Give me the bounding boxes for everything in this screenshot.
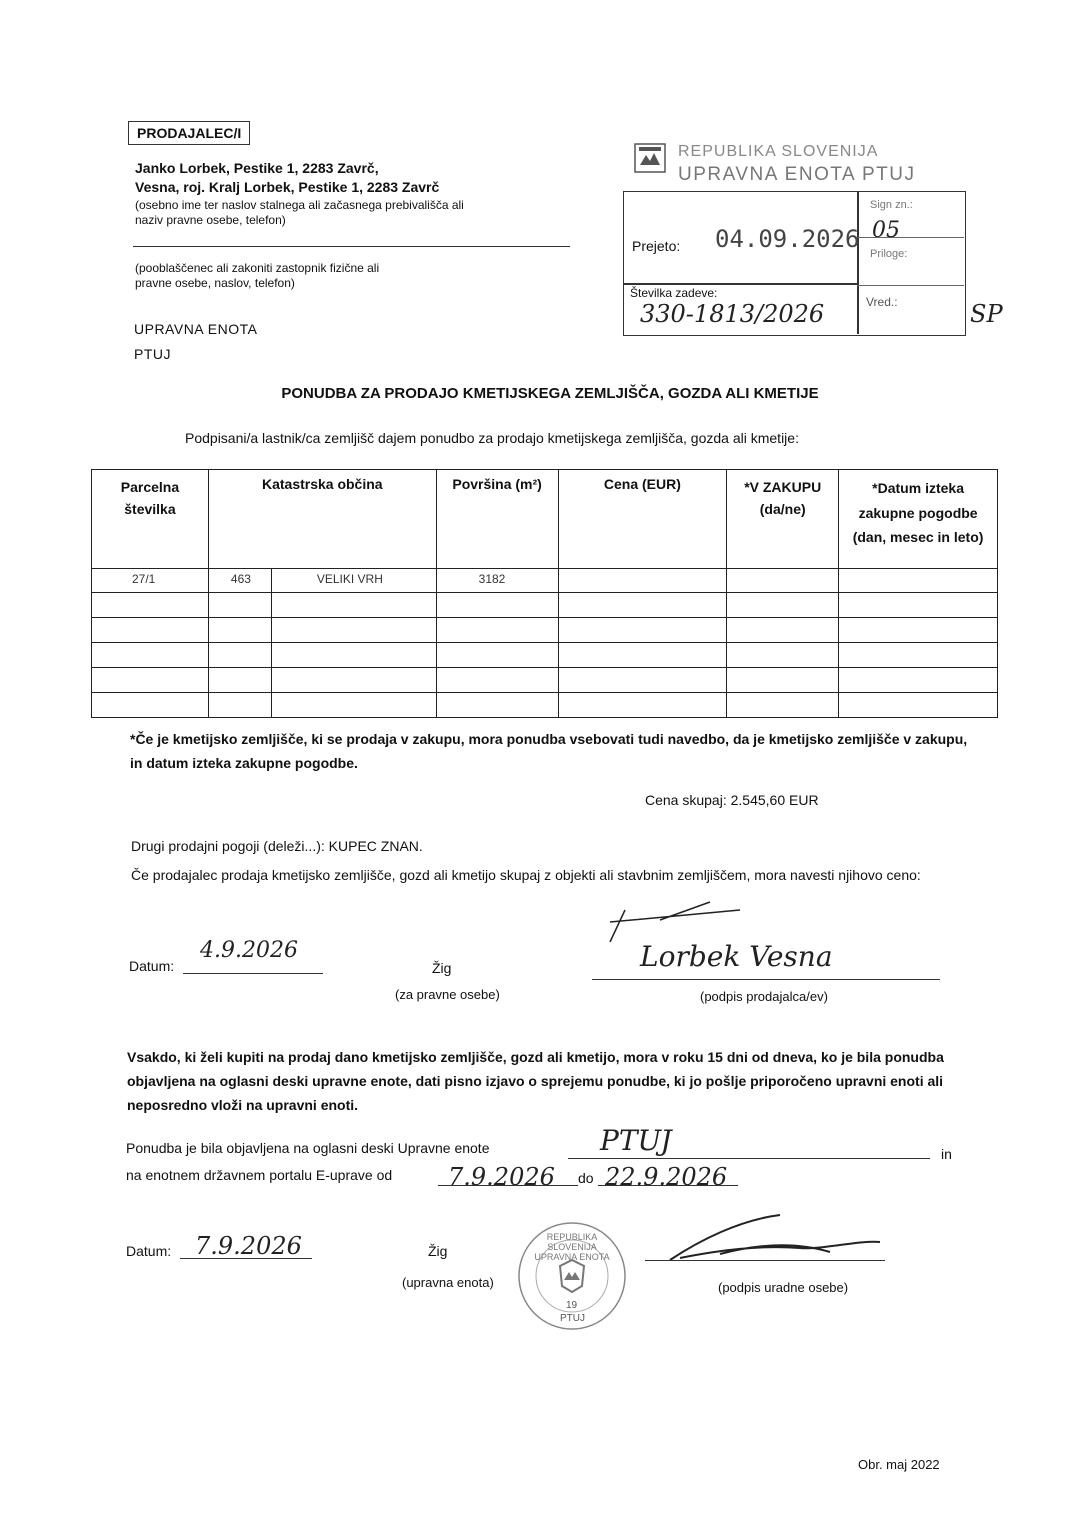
- office-date-value: 7.9.2026: [195, 1232, 302, 1260]
- table-cell: [92, 668, 209, 693]
- table-cell: VELIKI VRH: [271, 569, 436, 593]
- table-cell: [271, 593, 436, 618]
- table-cell: [436, 668, 558, 693]
- table-cell: [208, 668, 271, 693]
- table-cell: [727, 643, 839, 668]
- table-cell: [208, 618, 271, 643]
- table-cell: [208, 593, 271, 618]
- office-date-label: Datum:: [126, 1243, 172, 1259]
- attachments-label: Priloge:: [870, 248, 908, 260]
- seller-date-label: Datum:: [129, 958, 175, 974]
- other-note: Če prodajalec prodaja kmetijsko zemljišče, gozd ali kmetijo skupaj z objekti ali stavbnim zemljiščem, mora navesti njihovo ceno:: [131, 867, 921, 883]
- lease-footnote: *Če je kmetijsko zemljišče, ki se prodaja v zakupu, mora ponudba vsebovati tudi navedbo, da je kmetijsko zemljišče v zakupu, in datum izteka zakupne pogodbe.: [130, 731, 968, 771]
- table-cell: [558, 693, 727, 718]
- publish-text-2: na enotnem državnem portalu E-uprave od: [126, 1167, 393, 1183]
- representative-hint-1: (pooblaščenec ali zakoniti zastopnik fizične ali: [135, 261, 380, 275]
- seller-signature-text: Lorbek Vesna: [640, 940, 833, 973]
- table-cell: [727, 593, 839, 618]
- initials: SP: [970, 300, 1003, 328]
- received-label: Prejeto:: [632, 238, 681, 254]
- table-cell: [558, 643, 727, 668]
- table-cell: [436, 618, 558, 643]
- office-seal-label: Žig: [428, 1243, 448, 1259]
- col-cadastral: Katastrska občina: [208, 470, 436, 569]
- seal-city: PTUJ: [560, 1313, 585, 1324]
- table-cell: [558, 569, 727, 593]
- parcel-table: [91, 469, 998, 718]
- table-cell: [839, 643, 998, 668]
- table-cell: [839, 668, 998, 693]
- table-cell: 27/1: [92, 569, 209, 593]
- table-cell: 463: [208, 569, 271, 593]
- table-cell: [558, 668, 727, 693]
- publish-from: 7.9.2026: [448, 1163, 555, 1191]
- publish-to: 22.9.2026: [605, 1163, 728, 1191]
- office-seal-hint: (upravna enota): [402, 1275, 494, 1290]
- table-cell: [92, 593, 209, 618]
- official-signature: [660, 1210, 890, 1275]
- col-parcel: Parcelna številka: [92, 470, 209, 569]
- publish-unit: PTUJ: [600, 1124, 672, 1157]
- col-price: Cena (EUR): [558, 470, 727, 569]
- table-cell: [92, 618, 209, 643]
- col-area: Površina (m²): [436, 470, 558, 569]
- table-cell: [436, 643, 558, 668]
- col-lease-end: *Datum izteka zakupne pogodbe (dan, mesec in leto): [839, 470, 998, 569]
- seal-text: REPUBLIKA SLOVENIJA UPRAVNA ENOTA: [534, 1232, 610, 1262]
- table-cell: [839, 693, 998, 718]
- table-cell: [271, 643, 436, 668]
- seller-hint-2: naziv pravne osebe, telefon): [135, 213, 286, 227]
- table-cell: [839, 569, 998, 593]
- official-sign-hint: (podpis uradne osebe): [718, 1280, 849, 1295]
- value-label: Vred.:: [866, 295, 898, 309]
- table-cell: [727, 693, 839, 718]
- table-cell: [436, 593, 558, 618]
- sign-label: Sign zn.:: [870, 199, 913, 211]
- table-cell: 3182: [436, 569, 558, 593]
- table-cell: [727, 618, 839, 643]
- table-cell: [727, 569, 839, 593]
- publish-to-label: do: [578, 1170, 594, 1186]
- seller-name-1: Janko Lorbek, Pestike 1, 2283 Zavrč,: [135, 160, 379, 176]
- table-cell: [839, 593, 998, 618]
- form-reference: Obr. maj 2022: [858, 1457, 940, 1472]
- coat-of-arms-icon: [634, 143, 666, 178]
- seller-sign-hint: (podpis prodajalca/ev): [700, 989, 828, 1004]
- table-cell: [271, 693, 436, 718]
- sign-value: 05: [872, 218, 900, 243]
- representative-line: [133, 246, 570, 247]
- page-title: PONUDBA ZA PRODAJO KMETIJSKEGA ZEMLJIŠČA, GOZDA ALI KMETIJE: [281, 385, 819, 402]
- table-row: [92, 668, 998, 693]
- table-cell: [727, 668, 839, 693]
- seller-box-label: PRODAJALEC/I: [128, 121, 250, 145]
- table-cell: [208, 693, 271, 718]
- seller-hint-1: (osebno ime ter naslov stalnega ali začasnega prebivališča ali: [135, 198, 464, 212]
- representative-hint-2: pravne osebe, naslov, telefon): [135, 276, 295, 290]
- seal-number: 19: [566, 1300, 578, 1311]
- total-price: Cena skupaj: 2.545,60 EUR: [645, 792, 819, 808]
- recipient-city: PTUJ: [134, 346, 171, 362]
- table-cell: [558, 593, 727, 618]
- table-row: [92, 693, 998, 718]
- recipient-office: UPRAVNA ENOTA: [134, 321, 258, 337]
- seller-date-value: 4.9.2026: [200, 938, 298, 963]
- table-row: [92, 569, 998, 593]
- case-number: 330-1813/2026: [640, 300, 825, 328]
- table-cell: [436, 693, 558, 718]
- seller-seal-label: Žig: [432, 960, 452, 976]
- other-terms: Drugi prodajni pogoji (deleži...): KUPEC ZNAN.: [131, 838, 423, 854]
- received-date: 04.09.2026: [715, 225, 860, 253]
- table-cell: [839, 618, 998, 643]
- table-row: [92, 593, 998, 618]
- acceptance-notice: Vsakdo, ki želi kupiti na prodaj dano kmetijsko zemljišče, gozd ali kmetijo, mora v roku 15 dni od dneva, ko je bila ponudba objavljena na oglasni deski upravne enote, dati pisno izjavo o sprejemu ponudbe, ki jo pošlje priporočeno upravni enoti ali neposredno vloži na upravni enoti.: [127, 1049, 944, 1113]
- table-cell: [271, 668, 436, 693]
- table-cell: [271, 618, 436, 643]
- table-cell: [558, 618, 727, 643]
- table-row: [92, 643, 998, 668]
- seller-seal-hint: (za pravne osebe): [395, 987, 500, 1002]
- table-cell: [92, 643, 209, 668]
- table-cell: [92, 693, 209, 718]
- publish-in: in: [941, 1146, 952, 1162]
- case-label: Številka zadeve:: [630, 286, 718, 300]
- intro-text: Podpisani/a lastnik/ca zemljišč dajem ponudbo za prodajo kmetijskega zemljišča, gozda ali kmetije:: [185, 430, 799, 446]
- table-row: [92, 618, 998, 643]
- table-cell: [208, 643, 271, 668]
- publish-text-1: Ponudba je bila objavljena na oglasni deski Upravne enote: [126, 1140, 490, 1156]
- col-lease: *V ZAKUPU (da/ne): [727, 470, 839, 569]
- stamp-org-1: REPUBLIKA SLOVENIJA: [678, 143, 879, 160]
- stamp-org-2: UPRAVNA ENOTA PTUJ: [678, 164, 916, 185]
- seller-name-2: Vesna, roj. Kralj Lorbek, Pestike 1, 2283 Zavrč: [135, 179, 440, 195]
